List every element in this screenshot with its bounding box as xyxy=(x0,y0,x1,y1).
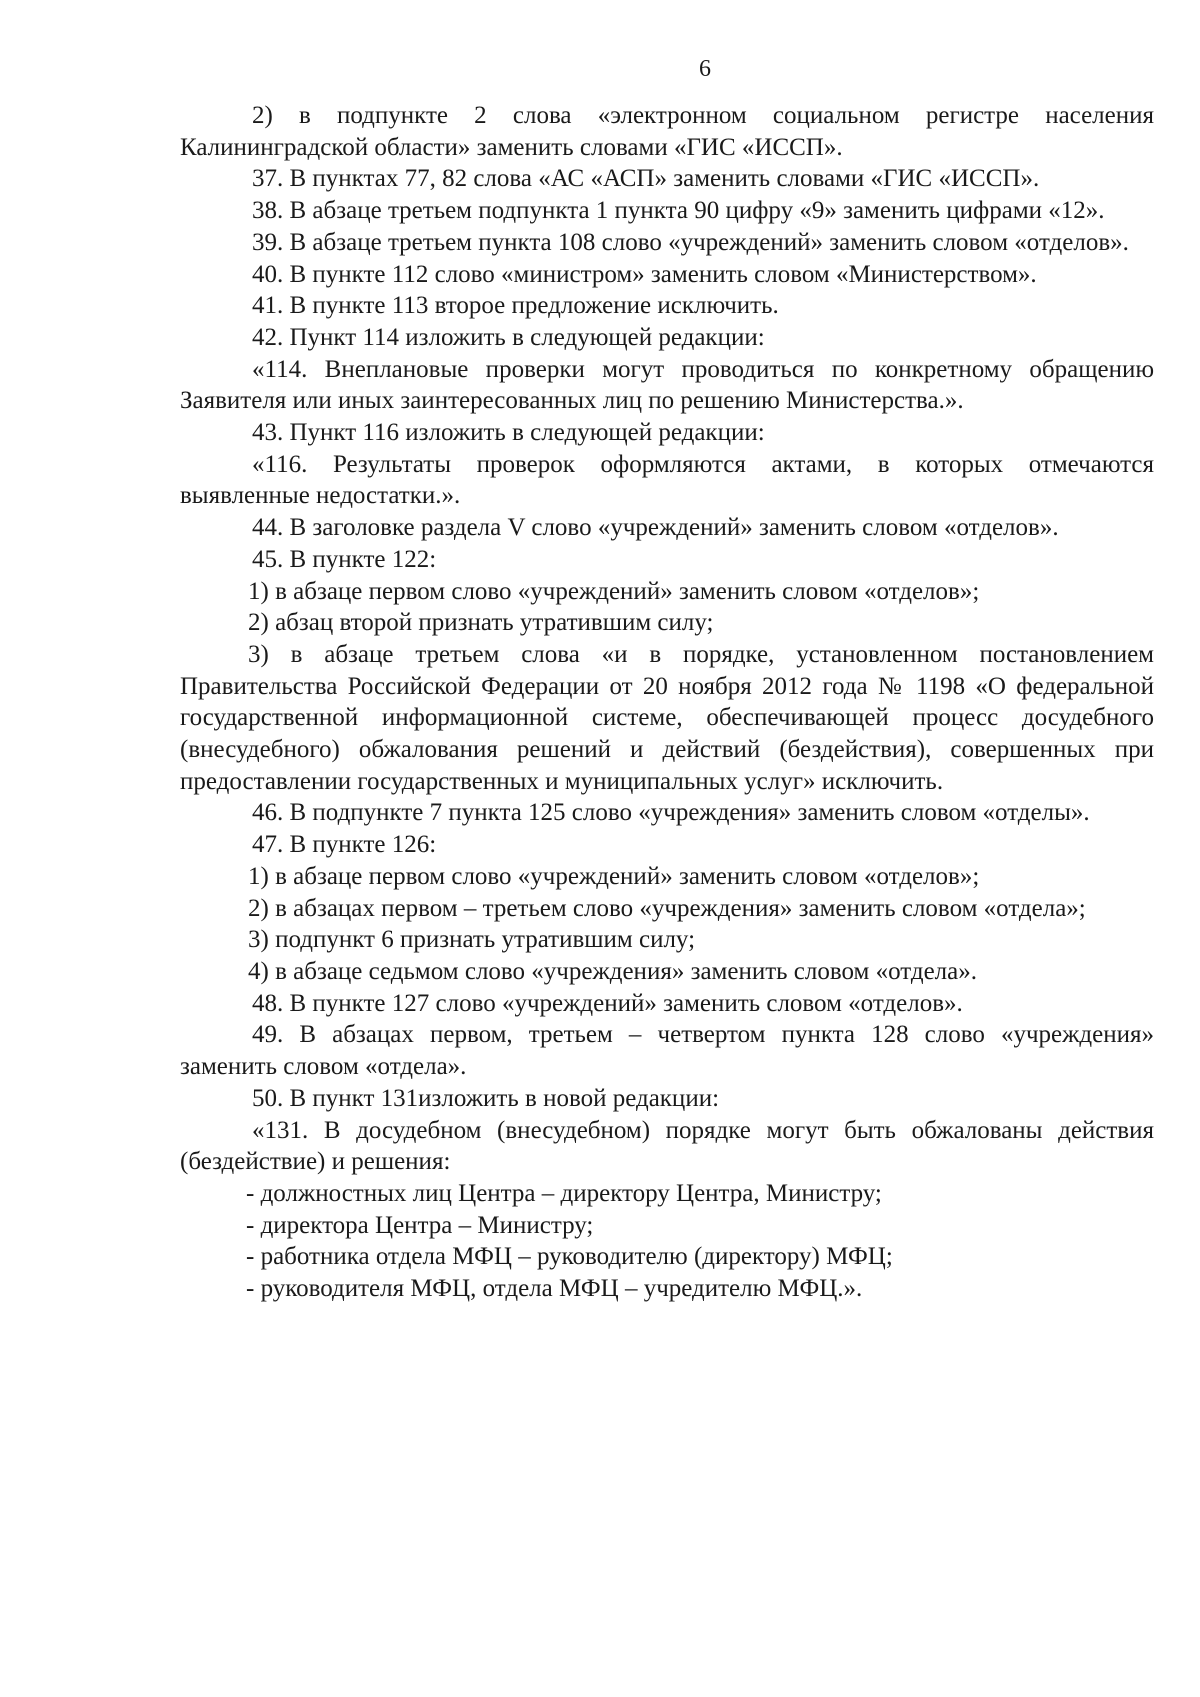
paragraph-37: 37. В пунктах 77, 82 слова «АС «АСП» заменить словами «ГИС «ИССП». xyxy=(252,165,1040,193)
list-item-center-officials: - должностных лиц Центра – директору Центра, Министру; xyxy=(246,1179,882,1207)
paragraph-49: 49. В абзацах первом, третьем – четвертом пункта 128 слово «учреждения» заменить словом «отдела». xyxy=(180,1021,1154,1081)
paragraph-36-2: 2) в подпункте 2 слова «электронном социальном регистре населения Калининградской области» заменить словами «ГИС «ИССП». xyxy=(180,102,1154,161)
paragraph-45-3: 3) в абзаце третьем слова «и в порядке, установленном постановлением Правительства Российской Федерации от 20 ноября 2012 года № 1198 «О федеральной государственной информационной системе, обеспечивающей процесс досудебного (внесудебного) обжалования решений и действий (бездействия), совершенных при предоставлении государственных и муниципальных услуг» исключить. xyxy=(180,640,1154,795)
paragraph-47-1: 1) в абзаце первом слово «учреждений» заменить словом «отделов»; xyxy=(248,862,980,890)
paragraph-50: 50. В пункт 131изложить в новой редакции: xyxy=(252,1084,720,1112)
paragraph-40: 40. В пункте 112 слово «министром» заменить словом «Министерством». xyxy=(252,260,1037,288)
paragraph-39: 39. В абзаце третьем пункта 108 слово «учреждений» заменить словом «отделов». xyxy=(252,228,1129,256)
paragraph-47-3: 3) подпункт 6 признать утратившим силу; xyxy=(248,926,696,954)
list-item-mfc-employee: - работника отдела МФЦ – руководителю (директору) МФЦ; xyxy=(246,1243,893,1271)
paragraph-45-2: 2) абзац второй признать утратившим силу; xyxy=(248,609,714,637)
paragraph-44: 44. В заголовке раздела V слово «учреждений» заменить словом «отделов». xyxy=(252,514,1059,542)
paragraph-45: 45. В пункте 122: xyxy=(252,545,437,573)
paragraph-38: 38. В абзаце третьем подпункта 1 пункта 90 цифру «9» заменить цифрами «12». xyxy=(252,197,1105,225)
document-body xyxy=(180,100,1154,1305)
paragraph-42-quote: «114. Внеплановые проверки могут проводиться по конкретному обращению Заявителя или иных заинтересованных лиц по решению Министерства.». xyxy=(180,355,1154,415)
paragraph-43-quote: «116. Результаты проверок оформляются актами, в которых отмечаются выявленные недостатки.». xyxy=(180,450,1154,510)
paragraph-47-4: 4) в абзаце седьмом слово «учреждения» заменить словом «отдела». xyxy=(248,957,977,985)
paragraph-42: 42. Пункт 114 изложить в следующей редакции: xyxy=(252,323,765,351)
paragraph-48: 48. В пункте 127 слово «учреждений» заменить словом «отделов». xyxy=(252,989,963,1017)
paragraph-50-quote: «131. В досудебном (внесудебном) порядке могут быть обжалованы действия (бездействие) и решения: xyxy=(180,1116,1154,1176)
list-item-center-director: - директора Центра – Министру; xyxy=(246,1211,594,1239)
paragraph-41: 41. В пункте 113 второе предложение исключить. xyxy=(252,292,779,320)
page-number: 6 xyxy=(699,56,711,82)
paragraph-47-2: 2) в абзацах первом – третьем слово «учреждения» заменить словом «отдела»; xyxy=(248,894,1086,922)
paragraph-47: 47. В пункте 126: xyxy=(252,831,437,859)
paragraph-43: 43. Пункт 116 изложить в следующей редакции: xyxy=(252,419,765,447)
paragraph-45-1: 1) в абзаце первом слово «учреждений» заменить словом «отделов»; xyxy=(248,577,980,605)
list-item-mfc-head: - руководителя МФЦ, отдела МФЦ – учредителю МФЦ.». xyxy=(246,1275,863,1303)
paragraph-46: 46. В подпункте 7 пункта 125 слово «учреждения» заменить словом «отделы». xyxy=(252,799,1090,827)
